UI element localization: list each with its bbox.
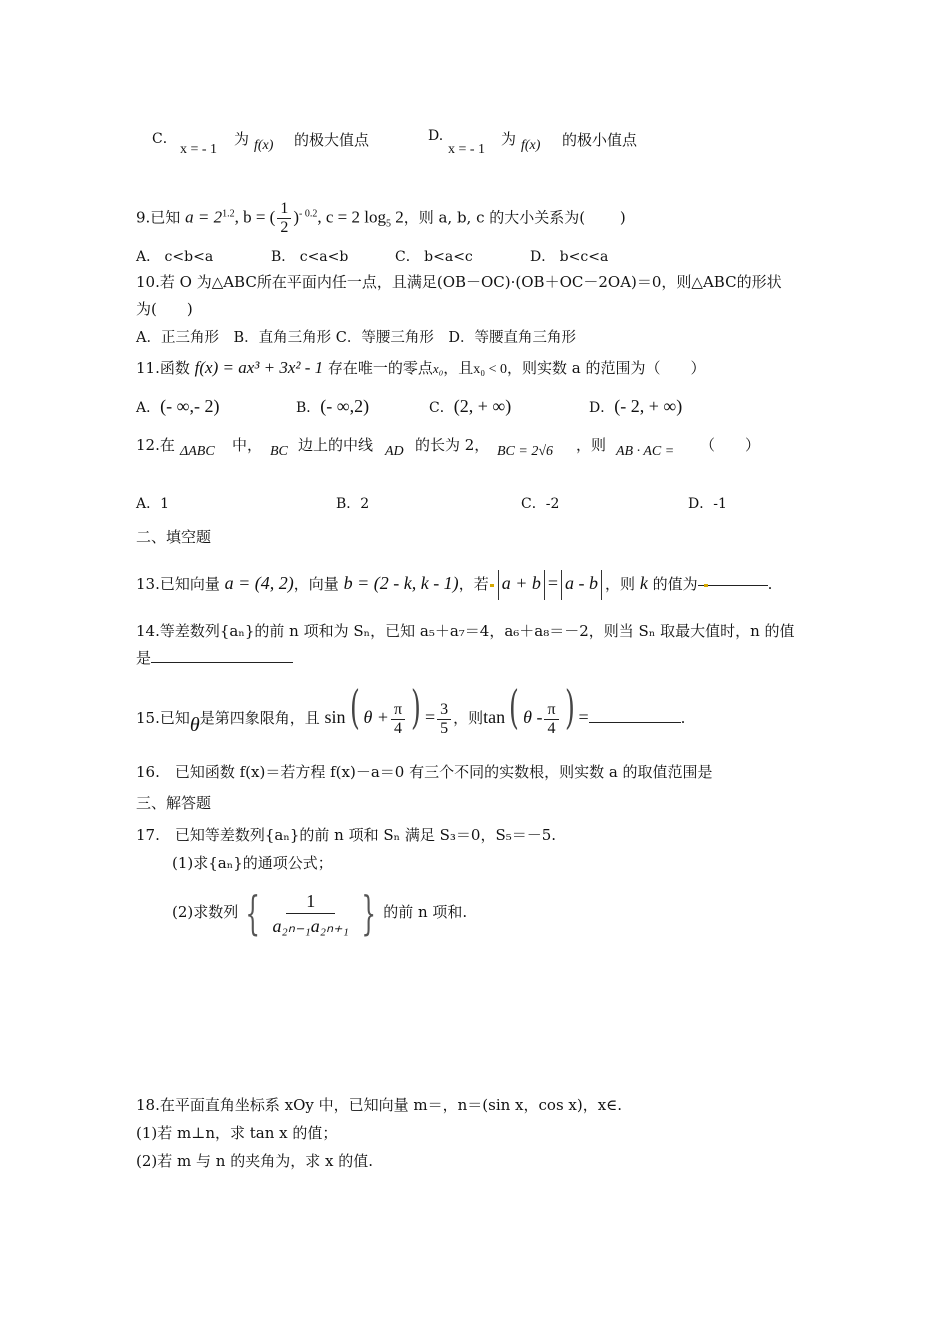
q10-options: A．正三角形 B．直角三角形 C．等腰三角形 D．等腰直角三角形 bbox=[136, 330, 576, 346]
q12-ze: ，则 bbox=[576, 436, 607, 454]
q10-line2: 为( ) bbox=[136, 300, 193, 318]
q15-stem: 15.已知θ是第四象限角，且 sin( θ + $\frac{\pi}{4}$ ) = $\frac{3}{5}$ ，则tan( θ - $\frac{\pi}{4}$ ) = . bbox=[136, 680, 686, 737]
q12-len: 的长为 2， bbox=[415, 436, 490, 454]
q15-pi: π bbox=[391, 701, 405, 720]
q16-stem: 16. 已知函数 f(x)＝若方程 f(x)－a＝0 有三个不同的实数根，则实数 a 的取值范围是 bbox=[136, 763, 713, 781]
q15-tan: tan bbox=[483, 707, 506, 727]
q12-prefix: 12.在 bbox=[136, 436, 175, 454]
q13-ze: ，则 bbox=[605, 575, 636, 593]
q15-den5: 5 bbox=[440, 719, 449, 737]
q12-dot-product: AB · AC = bbox=[616, 444, 675, 459]
q17-line1: 17. 已知等差数列{aₙ}的前 n 项和 Sₙ 满足 S₃＝0，S₅＝－5. bbox=[136, 826, 557, 844]
q11-opt-b-label: B． bbox=[296, 400, 321, 416]
q13-suffix: 的值为 bbox=[652, 575, 698, 593]
q9-exp-a: 1.2 bbox=[222, 208, 235, 220]
q15-arg2: θ - bbox=[523, 707, 543, 727]
q13-mark bbox=[490, 584, 494, 587]
q18-part1: (1)若 m⊥n，求 tan x 的值； bbox=[136, 1124, 338, 1142]
q8-option-c bbox=[152, 128, 177, 148]
q9-option-c: C． b<a<c bbox=[395, 249, 473, 265]
q11-option-d bbox=[589, 396, 682, 417]
q11-opt-a-label: A． bbox=[136, 400, 161, 416]
q9-stem: 9.已知 $a = 2^{1.2}$, b = ( $\frac{1}{2}$ )$^{- 0.2}$, c = 2 $\log_5 2$，则 a, b, c 的大小关系为( ) bbox=[136, 200, 626, 236]
q9-frac-half bbox=[277, 200, 291, 237]
q10-line1: 10.若 O 为△ABC所在平面内任一点，且满足(OB－OC)·(OB＋OC－2OA)＝0，则△ABC的形状 bbox=[136, 273, 782, 291]
q9-option-b: B． c<a<b bbox=[271, 249, 349, 265]
q11-func: f(x) = ax³ + 3x² - 1 bbox=[194, 358, 324, 377]
q15-answer-blank[interactable] bbox=[589, 711, 681, 723]
q8-c-text: 的极大值点 bbox=[294, 131, 370, 149]
q9-log-arg: 2 bbox=[390, 207, 404, 227]
q17-part1: (1)求{aₙ}的通项公式； bbox=[172, 854, 333, 872]
q13-b-vector: b = (2 - k, k - 1) bbox=[343, 573, 459, 593]
q17-part2-suffix: 的前 n 项和. bbox=[383, 903, 468, 921]
q11-option-c bbox=[429, 396, 511, 417]
q15-prefix: 15.已知 bbox=[136, 709, 190, 727]
q9-frac-den: 2 bbox=[280, 219, 289, 236]
q9-prefix: 9.已知 bbox=[136, 208, 181, 227]
q11-option-b bbox=[296, 396, 369, 417]
q12-option-a: A．1 bbox=[136, 496, 170, 512]
q11-opt-b-value: (- ∞,2) bbox=[320, 396, 370, 416]
q11-prefix: 11.函数 bbox=[136, 359, 190, 377]
q9-expr-a: a = 2 bbox=[185, 207, 223, 227]
q13-a-vector: a = (4, 2) bbox=[224, 573, 294, 593]
q11-cond: x₀ < 0 bbox=[473, 362, 508, 377]
q17-frac-num: 1 bbox=[286, 889, 335, 914]
q9-log-base: 5 bbox=[385, 218, 391, 230]
q17-frac-den: a₂ₙ₋₁a₂ₙ₊₁ bbox=[272, 915, 349, 936]
q15-sin: sin bbox=[324, 707, 346, 727]
q15-num3: 3 bbox=[437, 701, 451, 720]
q15-pi-over-4 bbox=[391, 701, 405, 738]
q14-line1: 14.等差数列{aₙ}的前 n 项和为 Sₙ，已知 a₅＋a₇＝4，a₆＋a₈＝－2，则当 Sₙ 取最大值时，n 的值 bbox=[136, 622, 795, 640]
q13-ruo: ，若 bbox=[458, 575, 489, 593]
q8-d-math: x = - 1 bbox=[448, 142, 486, 157]
q13-eq: = bbox=[547, 573, 559, 593]
q18-part2: (2)若 m 与 n 的夹角为，求 x 的值. bbox=[136, 1152, 373, 1170]
q15-ze: ，则 bbox=[453, 709, 484, 727]
q12-option-c: C．-2 bbox=[521, 496, 560, 512]
q13-end: . bbox=[767, 575, 773, 593]
section-fill-in-heading: 二、填空题 bbox=[136, 528, 212, 546]
q15-three-fifths bbox=[437, 701, 451, 738]
q9-exp-b: - 0.2 bbox=[299, 208, 318, 220]
q12-mid: 边上的中线 bbox=[298, 436, 374, 454]
q11-opt-d-value: (- 2, + ∞) bbox=[614, 396, 683, 416]
q15-end: . bbox=[680, 709, 686, 727]
q11-suffix: ，则实数 a 的范围为（ ） bbox=[507, 359, 706, 377]
q13-stem bbox=[136, 570, 772, 600]
q17-part2: (2)求数列 { $\frac{1}{\text{a₂ₙ₋₁a₂ₙ₊₁}}$ } 的前 n 项和. bbox=[172, 886, 468, 940]
q15-four-b: 4 bbox=[547, 719, 556, 737]
q9-frac-num: 1 bbox=[277, 200, 291, 219]
q17-part2-prefix: (2)求数列 bbox=[172, 903, 239, 921]
q14-answer-blank[interactable] bbox=[151, 648, 293, 663]
q8-c-math: x = - 1 bbox=[180, 142, 218, 157]
q8-c-f: f(x) bbox=[254, 138, 274, 153]
q11-option-a bbox=[136, 396, 219, 417]
q12-bc-eq: BC = 2√6 bbox=[497, 444, 554, 459]
q15-pi-b: π bbox=[544, 701, 558, 720]
q12-paren: （ ） bbox=[700, 436, 761, 454]
q15-four: 4 bbox=[393, 719, 402, 737]
q8-c-wei: 为 bbox=[234, 130, 250, 148]
q12-zhong: 中， bbox=[232, 436, 263, 454]
q12-option-d: D．-1 bbox=[688, 496, 727, 512]
q9-option-a: A． c<b<a bbox=[136, 249, 214, 265]
q11-mid2: ，且 bbox=[443, 359, 474, 377]
q14-line2 bbox=[136, 648, 293, 668]
q8-d-text: 的极小值点 bbox=[562, 131, 638, 149]
q9-expr-c: , c = 2 log bbox=[317, 207, 386, 227]
q18-line1: 18.在平面直角坐标系 xOy 中，已知向量 m＝，n＝(sin x，cos x)，x∈. bbox=[136, 1096, 623, 1114]
q13-mid: ，向量 bbox=[293, 575, 339, 593]
q13-rhs: a - b bbox=[565, 573, 599, 593]
q12-bc: BC bbox=[270, 444, 288, 459]
q12-ad: AD bbox=[385, 444, 404, 459]
q8-d-wei: 为 bbox=[501, 130, 517, 148]
q11-opt-a-value: (- ∞,- 2) bbox=[160, 396, 220, 416]
q8-d-label: D. bbox=[428, 128, 444, 144]
q17-fraction bbox=[270, 889, 352, 938]
q12-triangle: ΔABC bbox=[180, 444, 215, 459]
q9-option-d: D． b<c<a bbox=[530, 249, 609, 265]
q8-c-label: C． bbox=[152, 131, 177, 147]
q15-mid: 是第四象限角，且 bbox=[199, 709, 320, 727]
q9-expr-b: , b = ( bbox=[234, 207, 276, 227]
q15-eq2: = bbox=[578, 707, 589, 727]
q13-prefix: 13.已知向量 bbox=[136, 575, 220, 593]
q12-option-b: B．2 bbox=[336, 496, 370, 512]
section-solve-heading: 三、解答题 bbox=[136, 794, 212, 812]
q15-theta: θ bbox=[189, 714, 200, 736]
q11-opt-c-label: C． bbox=[429, 400, 454, 416]
q11-x0: x₀ bbox=[432, 361, 444, 376]
q15-arg1: θ + bbox=[363, 707, 389, 727]
q13-lhs: a + b bbox=[501, 573, 541, 593]
q13-k: k bbox=[639, 573, 648, 593]
q11-opt-c-value: (2, + ∞) bbox=[453, 396, 512, 416]
q8-d-f: f(x) bbox=[521, 138, 541, 153]
q15-eq: = bbox=[424, 707, 436, 727]
q13-answer-blank[interactable] bbox=[698, 571, 768, 586]
q11-mid: 存在唯一的零点 bbox=[327, 359, 433, 377]
q11-opt-d-label: D． bbox=[589, 400, 615, 416]
q9-suffix: ，则 a, b, c 的大小关系为( ) bbox=[403, 208, 626, 227]
q15-pi-over-4-b bbox=[544, 701, 558, 738]
q14-line2-text: 是 bbox=[136, 649, 152, 667]
q11-stem bbox=[136, 358, 706, 380]
